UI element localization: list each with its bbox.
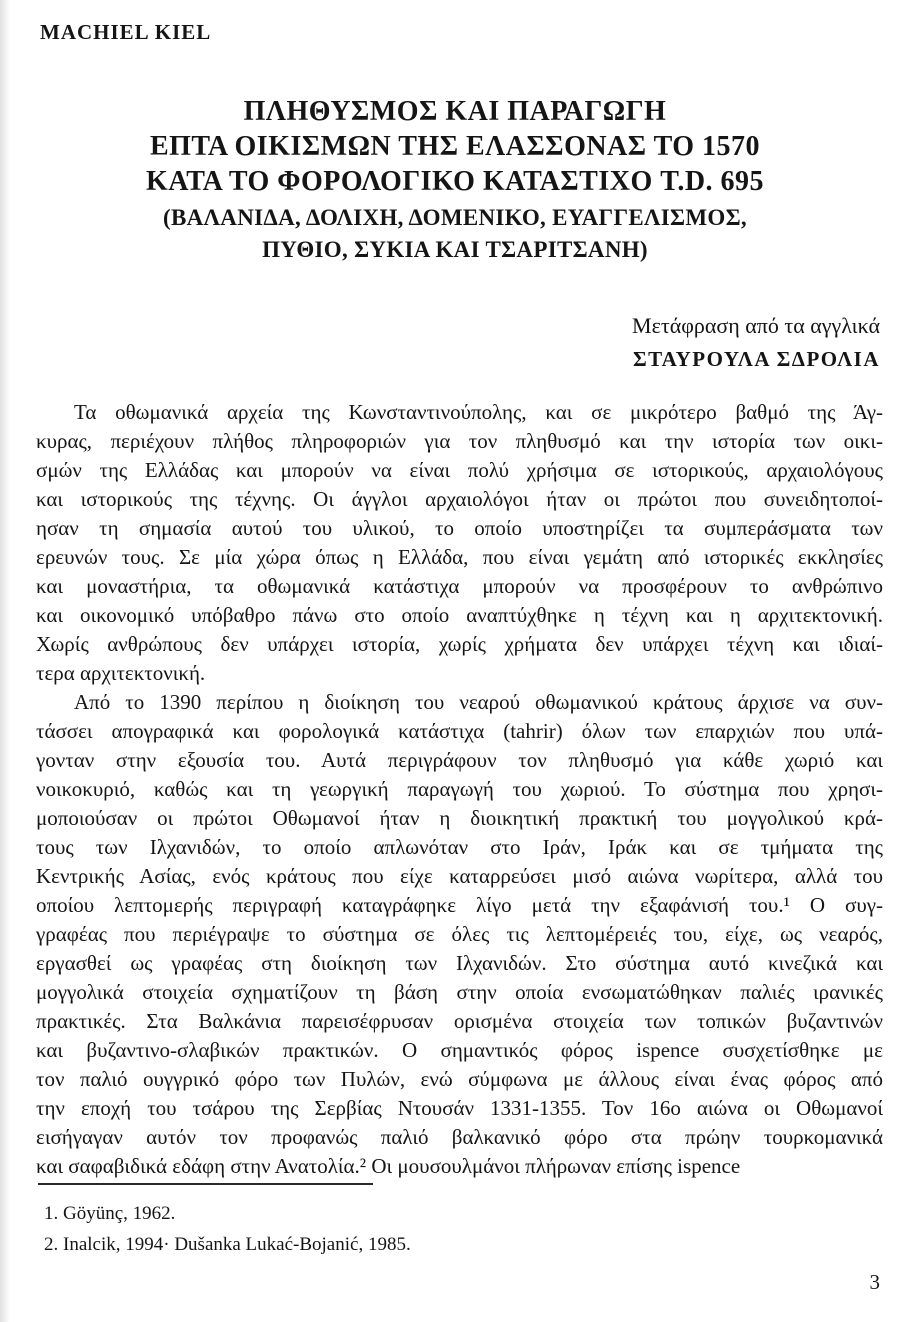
article-subtitle-lines [20,202,890,266]
text-line: τους των Ιλχανιδών, το οποίο απλωνόταν στο Ιράν, Ιράκ και σε τμήματα της [36,835,883,859]
text-line: ΕΠΤΑ ΟΙΚΙΣΜΩΝ ΤΗΣ ΕΛΑΣΣΟΝΑΣ ΤΟ 1570 [149,131,761,162]
body-text [36,398,883,1181]
text-line: τον παλιό ουγγρικό φόρο των Πυλών, ενώ σύμφωνα με άλλους είναι ένας φόρος από [36,1067,883,1091]
text-line: ησαν τη σημασία αυτού του υλικού, το οποίο υποστηρίζει τα συμπεράσματα των [36,516,883,540]
text-line: γονταν στην εξουσία του. Αυτά περιγράφουν τον πληθυσμό για κάθε χωριό και [36,748,883,772]
text-line: γραφέας που περιέγραψε το σύστημα σε όλες τις λεπτομέρειές του, είχε, ως νεαρός, [36,922,883,946]
text-line: μογγολικά στοιχεία σχηματίζουν τη βάση στην οποία ενσωματώθηκαν παλιές ιρανικές [36,980,883,1004]
text-line: σμών της Ελλάδας και μπορούν να είναι πολύ χρήσιμα σε ιστορικούς, αρχαιολόγους [36,458,883,482]
text-line: Τα οθωμανικά αρχεία της Κωνσταντινούπολης, και σε μικρότερο βαθμό της Άγ- [74,400,883,424]
text-line: Κεντρικής Ασίας, ενός κράτους που είχε καταρρεύσει μισό αιώνα νωρίτερα, αλλά του [36,864,883,888]
article-title-block [20,94,890,266]
text-line: και οικονομικό υπόβαθρο πάνω στο οποίο αναπτύχθηκε η τέχνη και η αρχιτεκτονική. [36,603,883,627]
text-line: (ΒΑΛΑΝΙΔΑ, ΔΟΛΙΧΗ, ΔΟΜΕΝΙΚΟ, ΕΥΑΓΓΕΛΙΣΜΟΣ, [163,205,747,230]
text-line: την εποχή του τσάρου της Σερβίας Ντουσάν 1331-1355. Τον 16ο αιώνα οι Οθωμανοί [36,1096,883,1120]
translator-name: ΣΤΑΥΡΟΥΛΑ ΣΔΡΟΛΙΑ [632,347,880,371]
scan-edge-shadow [0,0,10,1322]
paragraph-2 [36,688,883,1181]
page-number: 3 [869,1270,880,1294]
text-line: ΠΥΘΙΟ, ΣΥΚΙΑ ΚΑΙ ΤΣΑΡΙΤΣΑΝΗ) [262,237,648,262]
text-line: πρακτικές. Στα Βαλκάνια παρεισέφρυσαν ορισμένα στοιχεία των τοπικών βυζαντινών [36,1009,883,1033]
text-line: Χωρίς ανθρώπους δεν υπάρχει ιστορία, χωρίς χρήματα δεν υπάρχει τέχνη και ιδιαί- [36,632,883,656]
text-line: νοικοκυριό, καθώς και τη γεωργική παραγωγή του χωριού. Το σύστημα που χρησι- [36,777,883,801]
translation-credit [632,310,880,372]
translation-note: Μετάφραση από τα αγγλικά [632,313,880,338]
text-line: εισήγαγαν αυτόν τον προφανώς παλιό βαλκανικό φόρο στα πρώην τουρκομανικά [36,1125,883,1149]
text-line: και ιστορικούς της τέχνης. Οι άγγλοι αρχαιολόγοι ήταν οι πρώτοι που συνειδητοποί- [36,487,883,511]
text-line: κυρας, περιέχουν πλήθος πληροφοριών για τον πληθυσμό και την ιστορία των οικι- [36,429,883,453]
footnote-separator-rule [38,1183,373,1185]
text-line: και μοναστήρια, τα οθωμανικά κατάστιχα μπορούν να προσφέρουν το ανθρώπινο [36,574,883,598]
text-line: μοποιούσαν οι πρώτοι Οθωμανοί ήταν η διοικητική πρακτική του μογγολικού κρά- [36,806,883,830]
author-name: MACHIEL KIEL [40,20,212,44]
text-line: ερευνών τους. Σε μία χώρα όπως η Ελλάδα, που είναι γεμάτη από ιστορικές εκκλησίες [36,545,883,569]
paragraph-1 [36,398,883,688]
text-line: εργασθεί ως γραφέας στη διοίκηση των Ιλχανιδών. Στο σύστημα αυτό κινεζικά και [36,951,883,975]
text-line: οποίου λεπτομερής περιγραφή καταγράφηκε λίγο μετά την εξαφάνισή του.¹ Ο συγ- [36,893,883,917]
text-line: και βυζαντινο-σλαβικών πρακτικών. Ο σημαντικός φόρος ispence συσχετίσθηκε με [36,1038,883,1062]
text-line: τερα αρχιτεκτονική. [36,661,206,685]
text-line: 1. Göyünç, 1962. [44,1203,176,1224]
text-line: τάσσει απογραφικά και φορολογικά κατάστιχα (tahrir) όλων των επαρχιών που υπά- [36,719,883,743]
text-line: Από το 1390 περίπου η διοίκηση του νεαρού οθωμανικού κράτους άρχισε να συν- [74,690,883,714]
text-line: και σαφαβιδικά εδάφη στην Ανατολία.² Οι μουσουλμάνοι πλήρωναν επίσης ispence [36,1154,741,1178]
article-title-lines [20,94,890,199]
text-line: ΚΑΤΑ ΤΟ ΦΟΡΟΛΟΓΙΚΟ ΚΑΤΑΣΤΙΧΟ T.D. 695 [145,166,765,197]
footnotes [44,1198,880,1260]
text-line: ΠΛΗΘΥΣΜΟΣ ΚΑΙ ΠΑΡΑΓΩΓΗ [243,96,667,127]
text-line: 2. Inalcik, 1994· Dušanka Lukać-Bojanić, 1985. [44,1234,411,1255]
